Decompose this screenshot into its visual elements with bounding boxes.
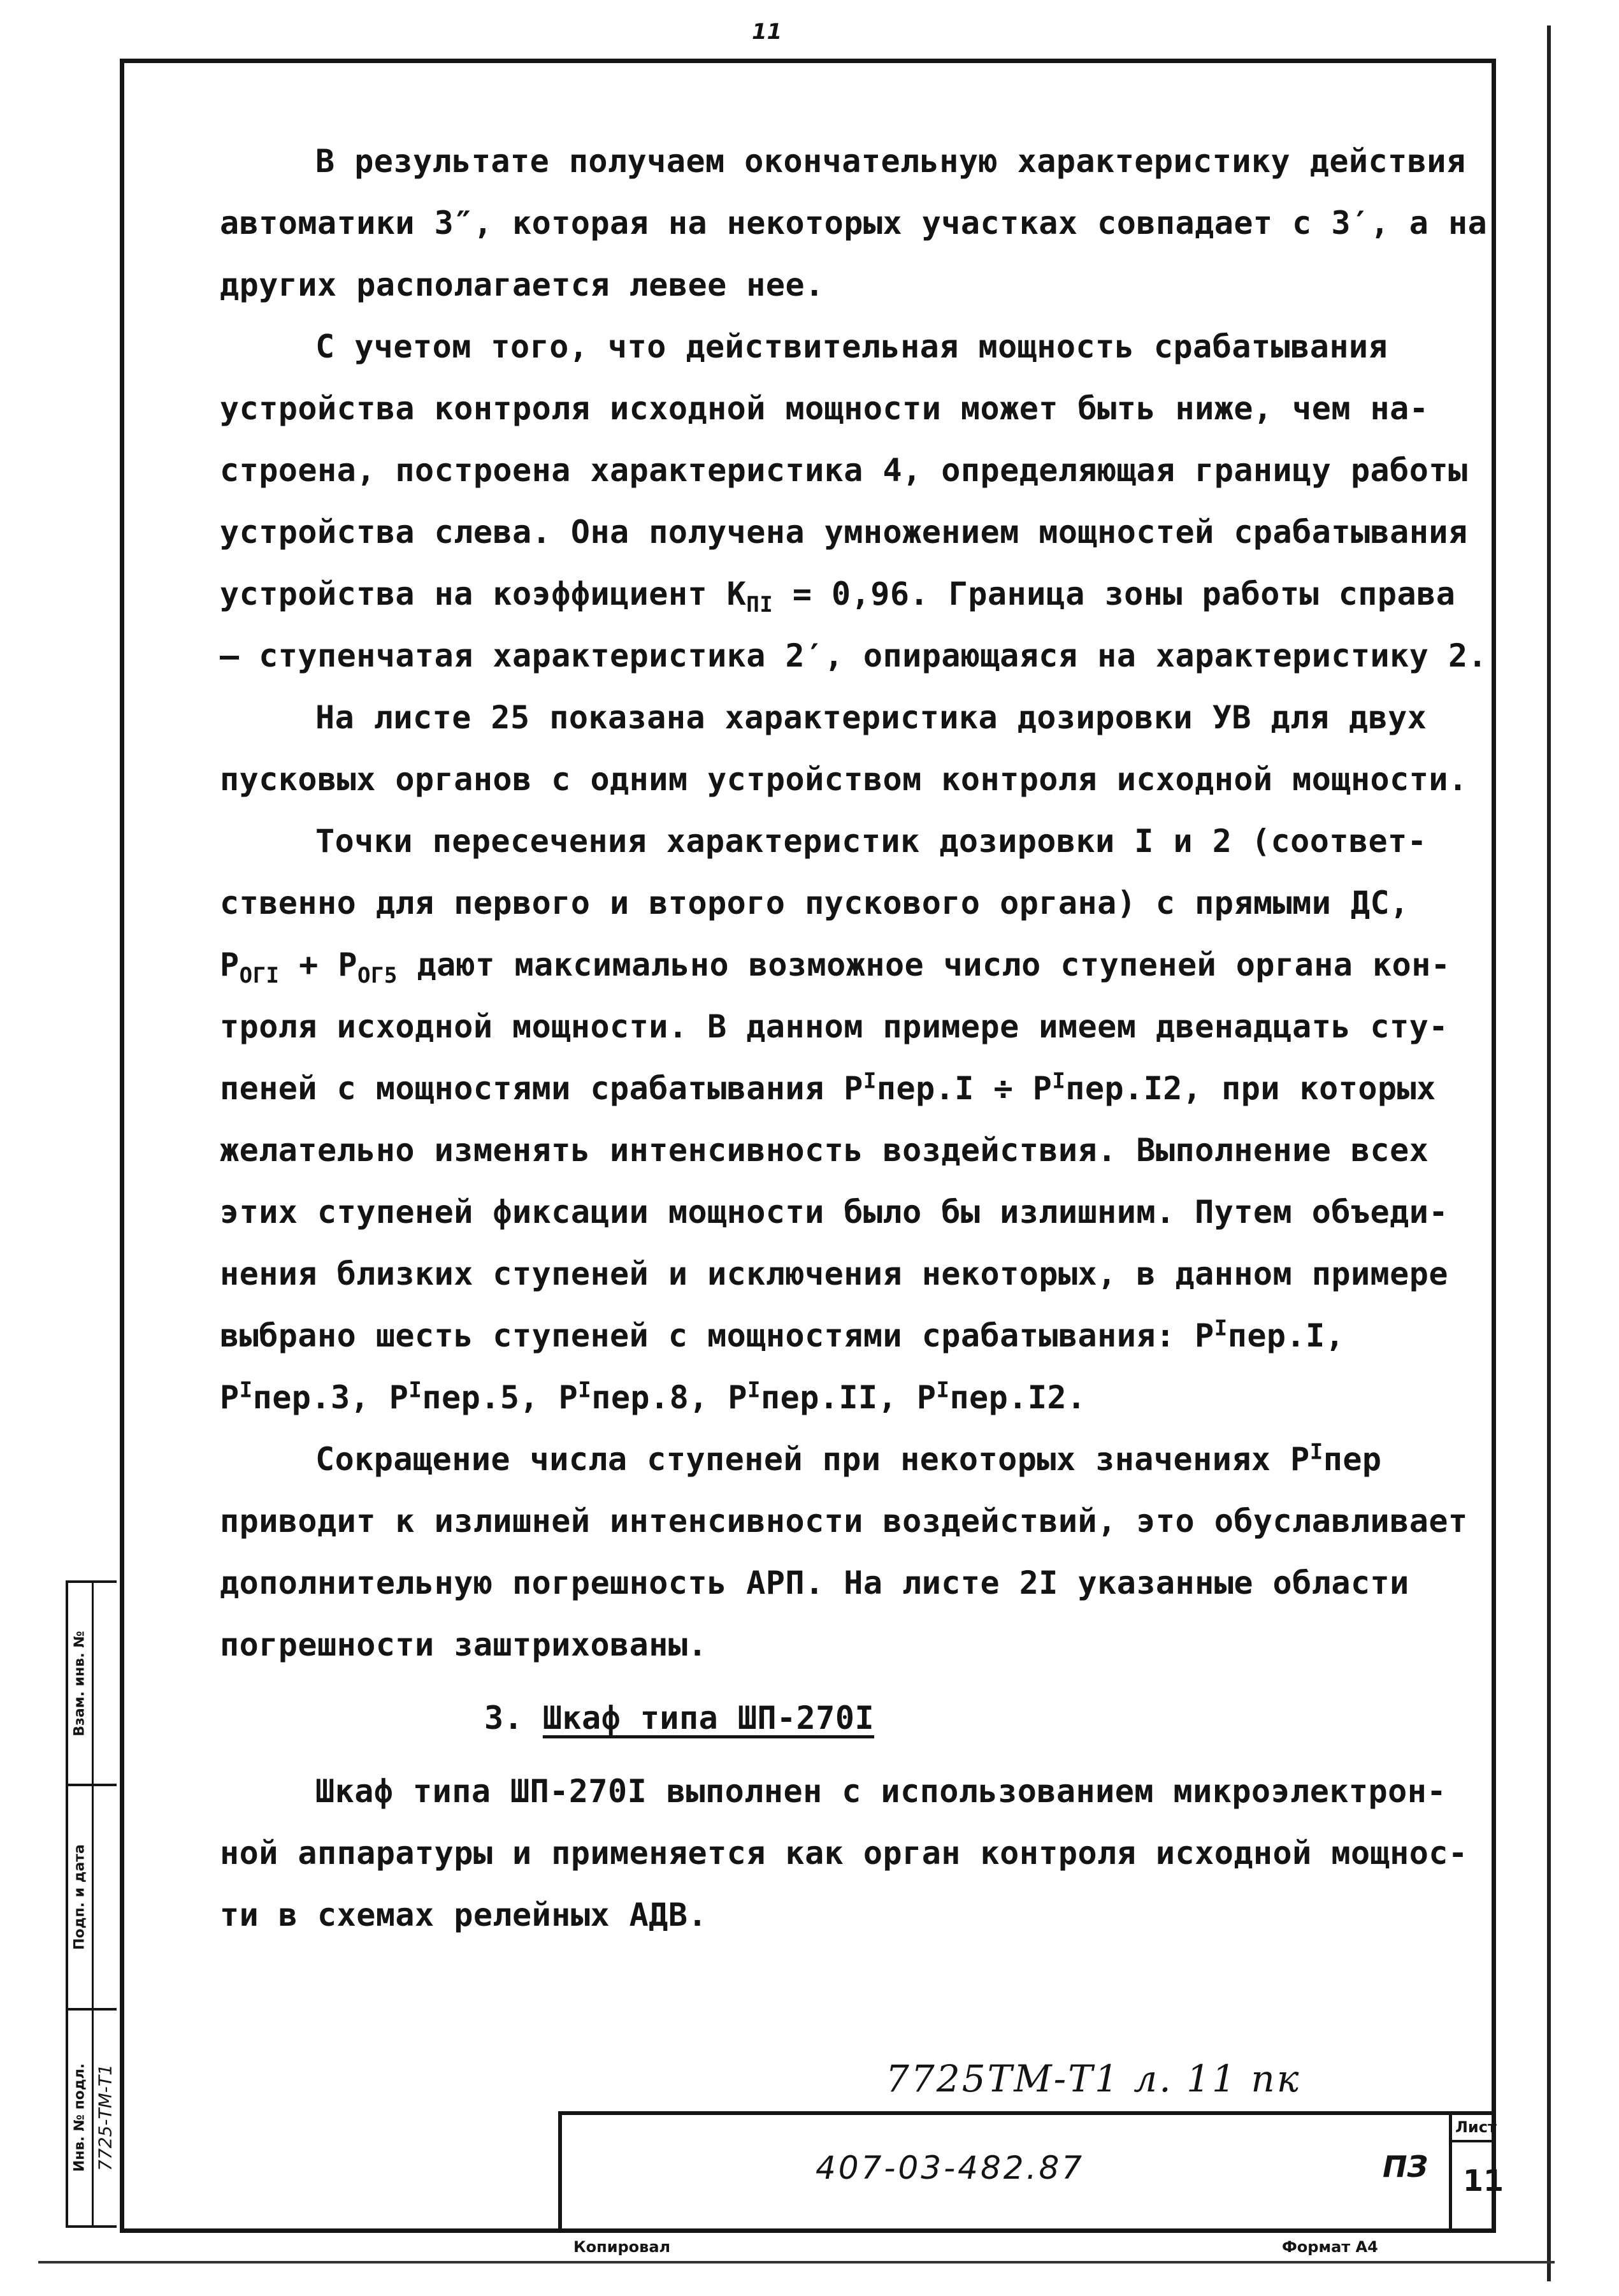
- stamp-sign-cell: Подп. и дата: [68, 1784, 117, 2007]
- stamp-handwritten: 7725-ТМ-Т1: [94, 2064, 116, 2172]
- sheet-label: Лист: [1455, 2118, 1497, 2136]
- section-code: ПЗ: [1383, 2149, 1428, 2184]
- page-edge-line: [1547, 25, 1551, 2281]
- stamp-inv-cell: Инв. № подл. 7725-ТМ-Т1: [68, 2008, 117, 2225]
- section-heading: 3. Шкаф типа ШП-270I: [484, 1700, 875, 1736]
- footer-copied: Копировал: [573, 2238, 671, 2256]
- paragraph-1: В результате получаем окончательную характеристику действия автоматики 3″, которая на некоторых участках совпадает с 3′, а на других располагается левее нее.: [220, 143, 1488, 303]
- bottom-rule: [38, 2261, 1555, 2264]
- paragraph-3: На листе 25 показана характеристика дозировки УВ для двух пусковых органов с одним устройством контроля исходной мощности.: [220, 699, 1468, 798]
- sheet-box-divider: [1449, 2140, 1496, 2142]
- side-stamp: [66, 1580, 117, 2228]
- page-number: 11: [752, 19, 782, 45]
- paragraph-4: Точки пересечения характеристик дозировки I и 2 (соответ-ственно для первого и второго пускового органа) с прямыми ДС, $Р_{ОГI} + Р_{ОГ5}$ дают максимально возможное число ступеней органа кон-троля исходной мощности. В данном примере имеем двенадцать сту-пеней с мощностями срабатывания $Р^Iпер.I \div Р^Iпер.I2$, при которых желательно изменять интенсивность воздействия. Выполнение всех этих ступеней фиксации мощности было бы излишним. Путем объеди-нения близких ступеней и исключения некоторых, в данном примере выбрано шесть ступеней с мощностями срабатывания: $Р^Iпер.I$, $Р^Iпер.3$, $Р^Iпер.5$, $Р^Iпер.8$, $Р^Iпер.II$, $Р^Iпер.I2$.: [220, 823, 1451, 1416]
- paragraph-5: Сокращение числа ступеней при некоторых значениях $Р^Iпер$ приводит к излишней интенсивности воздействий, это обуславливает дополнительную погрешность АРП. На листе 2I указанные области погрешности заштрихованы.: [220, 1439, 1468, 1663]
- body-text: [220, 131, 1488, 1946]
- paragraph-6: Шкаф типа ШП-270I выполнен с использованием микроэлектрон-ной аппаратуры и применяется как орган контроля исходной мощнос-ти в схемах релейных АДВ.: [220, 1773, 1468, 1933]
- sheet-number: 11: [1463, 2163, 1504, 2198]
- handwritten-note: 7725ТМ-Т1 л. 11 пк: [886, 2057, 1301, 2100]
- footer-format: Формат А4: [1282, 2238, 1378, 2256]
- paragraph-2: С учетом того, что действительная мощность срабатывания устройства контроля исходной мощности может быть ниже, чем на-строена, построена характеристика 4, определяющая границу работы устройства слева. Она получена умножением мощностей срабатывания устройства на коэффициент $К_{ПI} = 0,96$. Граница зоны работы справа – ступенчатая характеристика 2′, опирающаяся на характеристику 2.: [220, 328, 1488, 674]
- document-code: 407-03-482.87: [816, 2149, 1085, 2186]
- stamp-replace-cell: Взам. инв. №: [68, 1583, 117, 1784]
